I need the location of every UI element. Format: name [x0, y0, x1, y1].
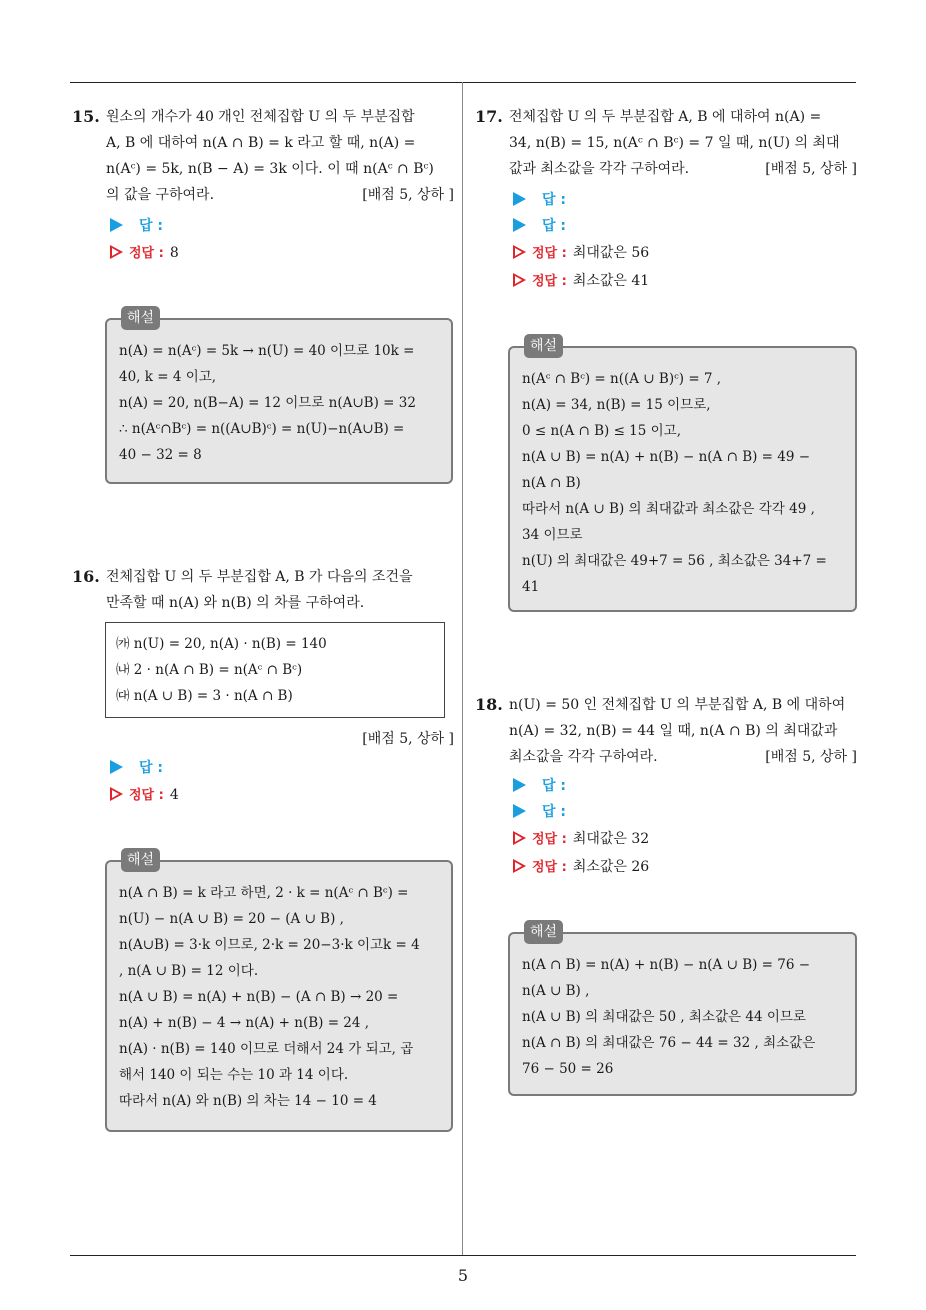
problem-16: [72, 564, 454, 616]
answer-row: [110, 758, 163, 778]
outline-triangle-icon: [513, 273, 526, 287]
solution-box-16: [105, 852, 453, 1132]
solution-line: , n(A ∪ B) = 12 이다.: [119, 963, 259, 979]
correct-value: 최대값은 32: [572, 831, 650, 847]
score-meta: [배점 5, 상하 ]: [362, 187, 454, 203]
problem-number: 15.: [72, 107, 100, 126]
solution-line: n(A) + n(B) − 4 → n(A) + n(B) = 24 ,: [119, 1015, 370, 1031]
answer-row: [513, 190, 566, 210]
score-meta: [배점 5, 상하 ]: [765, 749, 857, 765]
solution-line: 해서 140 이 되는 수는 10 과 14 이다.: [119, 1067, 349, 1083]
correct-label: 정답 :: [532, 832, 567, 847]
correct-label: 정답 :: [129, 246, 164, 261]
solution-box-15: [105, 310, 453, 484]
correct-answer-row: [513, 271, 649, 292]
correct-answer-row: [513, 243, 649, 264]
answer-label: 답 :: [542, 218, 566, 234]
outline-triangle-icon: [110, 787, 123, 801]
problem-text-line: n(A) = 32, n(B) = 44 일 때, n(A ∩ B) 의 최대값과: [509, 723, 838, 739]
problem-15: [72, 104, 454, 208]
problem-text-line: 만족할 때 n(A) 와 n(B) 의 차를 구하여라.: [106, 595, 365, 611]
outline-triangle-icon: [110, 245, 123, 259]
outline-triangle-icon: [513, 859, 526, 873]
problem-number: 18.: [475, 695, 503, 714]
problem-text-line: 전체집합 U 의 두 부분집합 A, B 에 대하여 n(A) =: [509, 109, 822, 125]
condition-line: ㈏ 2 · n(A ∩ B) = n(Aᶜ ∩ Bᶜ): [116, 662, 303, 678]
solution-line: n(A ∪ B) = n(A) + n(B) − (A ∩ B) → 20 =: [119, 989, 399, 1005]
correct-value: 8: [169, 245, 179, 261]
problem-text-line: n(U) = 50 인 전체집합 U 의 부분집합 A, B 에 대하여: [509, 697, 846, 713]
problem-18: [475, 692, 857, 770]
problem-text-line: 최소값을 각각 구하여라.: [509, 749, 658, 765]
problem-text-line: 값과 최소값을 각각 구하여라.: [509, 161, 690, 177]
solution-tag: 해설: [524, 334, 563, 358]
correct-label: 정답 :: [532, 246, 567, 261]
solution-line: 76 − 50 = 26: [522, 1061, 614, 1077]
correct-answer-row: [110, 243, 179, 264]
solution-line: 41: [522, 579, 540, 595]
solution-line: 40 − 32 = 8: [119, 447, 202, 463]
play-icon: [513, 778, 526, 792]
outline-triangle-icon: [513, 245, 526, 259]
correct-answer-row: [513, 829, 649, 850]
answer-label: 답 :: [542, 778, 566, 794]
solution-line: n(U) − n(A ∪ B) = 20 − (A ∪ B) ,: [119, 911, 344, 927]
answer-row: [513, 776, 566, 796]
play-icon: [513, 192, 526, 206]
solution-box-17: [508, 338, 857, 612]
solution-line: 40, k = 4 이고,: [119, 369, 217, 385]
correct-value: 최소값은 41: [572, 273, 650, 289]
answer-row: [513, 802, 566, 822]
solution-line: 따라서 n(A ∪ B) 의 최대값과 최소값은 각각 49 ,: [522, 501, 815, 517]
solution-line: n(A ∪ B) ,: [522, 983, 590, 999]
condition-line: ㈎ n(U) = 20, n(A) · n(B) = 140: [116, 636, 327, 652]
correct-label: 정답 :: [532, 274, 567, 289]
condition-line: ㈐ n(A ∪ B) = 3 · n(A ∩ B): [116, 688, 293, 704]
correct-label: 정답 :: [129, 788, 164, 803]
solution-line: ∴ n(Aᶜ∩Bᶜ) = n((A∪B)ᶜ) = n(U)−n(A∪B) =: [119, 421, 405, 437]
solution-line: n(A) = n(Aᶜ) = 5k → n(U) = 40 이므로 10k =: [119, 343, 415, 359]
correct-answer-row: [513, 857, 649, 878]
correct-answer-row: [110, 785, 179, 806]
correct-value: 최소값은 26: [572, 859, 650, 875]
solution-tag: 해설: [121, 848, 160, 872]
solution-line: n(A) · n(B) = 140 이므로 더해서 24 가 되고, 곱: [119, 1041, 414, 1057]
problem-text-line: n(Aᶜ) = 5k, n(B − A) = 3k 이다. 이 때 n(Aᶜ ∩ Bᶜ): [106, 161, 434, 177]
play-icon: [110, 760, 123, 774]
problem-text-line: A, B 에 대하여 n(A ∩ B) = k 라고 할 때, n(A) =: [106, 135, 416, 151]
solution-line: n(Aᶜ ∩ Bᶜ) = n((A ∪ B)ᶜ) = 7 ,: [522, 371, 722, 387]
correct-value: 4: [169, 787, 179, 803]
bottom-rule: [70, 1255, 856, 1256]
answer-label: 답 :: [542, 192, 566, 208]
problem-text-line: 전체집합 U 의 두 부분집합 A, B 가 다음의 조건을: [106, 569, 413, 585]
solution-box-18: [508, 924, 857, 1096]
outline-triangle-icon: [513, 831, 526, 845]
answer-label: 답 :: [139, 760, 163, 776]
answer-row: [110, 216, 163, 236]
solution-line: n(U) 의 최대값은 49+7 = 56 , 최소값은 34+7 =: [522, 553, 827, 569]
solution-line: n(A ∩ B): [522, 475, 581, 491]
solution-line: 34 이므로: [522, 527, 583, 543]
column-divider: [462, 82, 463, 1255]
answer-label: 답 :: [139, 218, 163, 234]
answer-row: [513, 216, 566, 236]
problem-number: 17.: [475, 107, 503, 126]
problem-text-line: 34, n(B) = 15, n(Aᶜ ∩ Bᶜ) = 7 일 때, n(U) 의 최대: [509, 135, 840, 151]
problem-text-line: 의 값을 구하여라.: [106, 187, 215, 203]
solution-tag: 해설: [524, 920, 563, 944]
solution-line: n(A ∪ B) 의 최대값은 50 , 최소값은 44 이므로: [522, 1009, 806, 1025]
score-meta: [배점 5, 상하 ]: [765, 161, 857, 177]
correct-label: 정답 :: [532, 860, 567, 875]
solution-line: n(A∪B) = 3·k 이므로, 2·k = 20−3·k 이고k = 4: [119, 937, 420, 953]
solution-line: n(A ∩ B) = n(A) + n(B) − n(A ∪ B) = 76 −: [522, 957, 811, 973]
solution-tag: 해설: [121, 306, 160, 330]
top-rule: [70, 82, 856, 83]
play-icon: [513, 218, 526, 232]
page-number: 5: [457, 1266, 469, 1285]
problem-17: [475, 104, 857, 182]
solution-line: n(A ∩ B) 의 최대값은 76 − 44 = 32 , 최소값은: [522, 1035, 816, 1051]
problem-number: 16.: [72, 567, 100, 586]
answer-label: 답 :: [542, 804, 566, 820]
play-icon: [513, 804, 526, 818]
score-meta: [배점 5, 상하 ]: [362, 731, 454, 747]
solution-line: n(A) = 20, n(B−A) = 12 이므로 n(A∪B) = 32: [119, 395, 416, 411]
solution-line: n(A ∪ B) = n(A) + n(B) − n(A ∩ B) = 49 −: [522, 449, 811, 465]
correct-value: 최대값은 56: [572, 245, 650, 261]
solution-line: 따라서 n(A) 와 n(B) 의 차는 14 − 10 = 4: [119, 1093, 377, 1109]
solution-line: n(A ∩ B) = k 라고 하면, 2 · k = n(Aᶜ ∩ Bᶜ) =: [119, 885, 409, 901]
solution-line: n(A) = 34, n(B) = 15 이므로,: [522, 397, 711, 413]
solution-line: 0 ≤ n(A ∩ B) ≤ 15 이고,: [522, 423, 682, 439]
problem-text-line: 원소의 개수가 40 개인 전체집합 U 의 두 부분집합: [106, 109, 415, 125]
play-icon: [110, 218, 123, 232]
conditions-box: [105, 622, 445, 718]
